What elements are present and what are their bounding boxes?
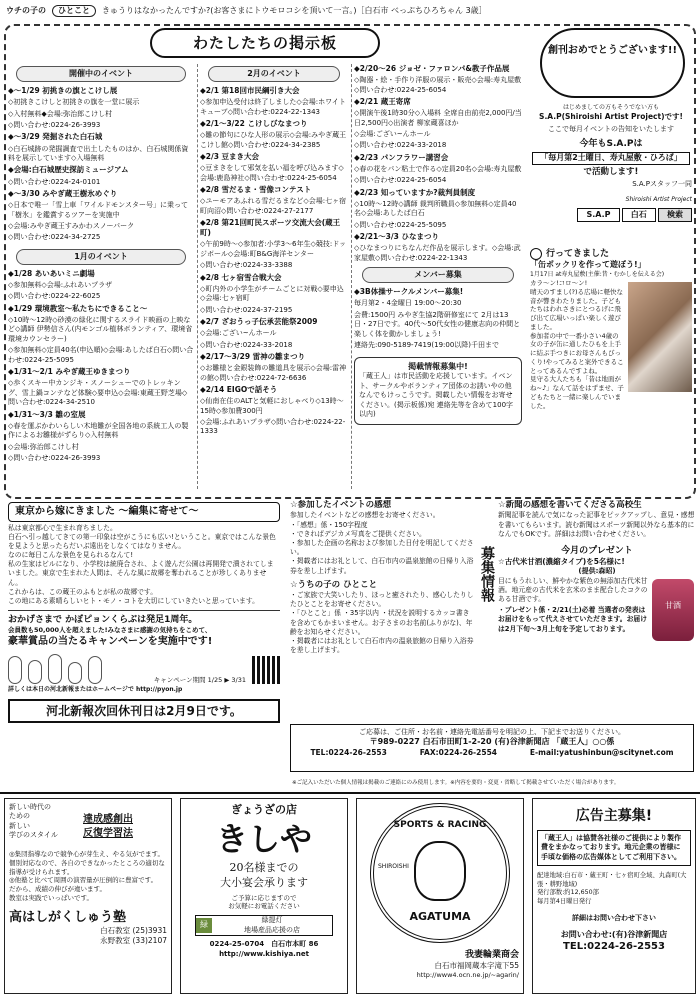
event-item: ◇問い合わせ:0224-37-2195	[200, 305, 293, 314]
event-item: ◇10時～12時◇講師 裁判所職員◇参加無料◇定員40名◇会場:あしたば白石	[354, 200, 517, 218]
apply-intro: ご応募は、ご住所・お名前・連絡先電話番号を明記の上、下記までお送りください。	[359, 728, 625, 736]
juku-line: 新しい	[9, 821, 30, 830]
event-item: ◇問い合わせ:0224-22-6025	[8, 292, 101, 301]
event-item: ◇参加無料◇定員40名(申込順)◇会場:あしたば白石◇問い合わせ:0224-25-5095	[8, 346, 194, 364]
sap-project: Shiroishi Artist Project	[625, 195, 692, 203]
recruit-detail: 詳細はお問い合わせ下さい	[572, 914, 656, 923]
mascot-icon	[414, 841, 466, 901]
divider	[351, 64, 352, 489]
impressions-text: 参加したイベントなどの感想をお寄せください。 ・「感想」係・150字程度 ・できればデジカメ写真をご提供ください。 ・参加した企画の名称および参加した日付を明記してください。 ・掲載者にはお礼として、白石市内の温泉旅館の日帰り入浴券を差し上げます。	[290, 511, 474, 575]
gyoza-banquet: 20名様までの	[229, 861, 299, 875]
newspaper-heading: ☆新聞の感想を書いてくださる高校生	[498, 500, 642, 510]
event-item: ◆1/28 あいあいミニ劇場	[8, 268, 95, 278]
event-item: ◇参加無料◇会場:ふれあいプラザ	[8, 281, 113, 289]
recruit-copies: 発行部数:約12,650部	[537, 889, 599, 897]
member-item: ◆3B体操サークルメンバー募集!	[354, 287, 464, 297]
went-sub: 「缶ポックリを作って遊ぼう!」	[530, 260, 646, 270]
boshu-vertical: 募集情報	[479, 546, 495, 602]
gyoza-url[interactable]: http://www.kishiya.net	[219, 949, 309, 958]
event-item: ◇問い合わせ:0224-25-6054	[354, 176, 447, 185]
sap-this-year: 今年もS.A.Pは	[579, 138, 643, 149]
recruit-ad	[532, 798, 696, 994]
racing-ad	[356, 798, 524, 994]
event-item: ◇白石城跡の発掘調査で出土したものはか、白石城関係資料を展示しています◇入場無料	[8, 144, 189, 162]
gyoza-note: ご予算に応じますので お気軽にお電話ください	[228, 893, 300, 911]
lantern-icon: 緑	[196, 918, 212, 933]
event-item: ◆2/21～3/3 ひなまつり	[354, 232, 439, 242]
campaign-detail: 詳しくは本日の河北新報またはホームページで http://pyon.jp	[8, 686, 183, 694]
event-item: ◇陶器・絵・手作り洋服の展示・販売◇会場:寿丸屋敷◇問い合わせ:0224-25-6054	[354, 76, 522, 94]
event-item: ◇入村無料◆会場:弥治郎こけし村	[8, 109, 113, 118]
event-item: ◆2/3 豆まき大会	[200, 152, 260, 161]
animal-icon	[88, 656, 102, 684]
event-item: ◇日本で唯一「雪上車「ワイルドモンスター号」に乗って「樹氷」を鑑賞するツアーを実施中	[8, 201, 188, 219]
racing-name: 我妻輪業商会	[464, 950, 519, 960]
feb-events-list	[200, 86, 348, 437]
current-events-heading: 開催中のイベント	[16, 66, 186, 82]
event-item: ◆～3/29 発掘された白石城	[8, 132, 103, 142]
wanted-heading: 掲載情報募集中!	[408, 361, 468, 371]
sap-staff: S.A.Pスタッフ一同	[632, 180, 692, 189]
racing-logo	[370, 803, 510, 943]
tokyo-title: 東京から嫁にきました ～編集に寄せて～	[8, 502, 280, 522]
search-button[interactable]: 検索	[658, 208, 692, 223]
sap-sub: はじめましての方もそうでない方も	[562, 104, 659, 111]
top-bar	[0, 0, 700, 22]
present-heading: 今月のプレゼント	[561, 545, 633, 556]
divider	[197, 64, 198, 489]
present-apply: ・プレゼント係・2/21(土)必着 当選者の発表はお届けをもって代えさせていただきます。お届けは2月下旬～3月上旬を予定しております。	[498, 606, 647, 633]
event-item: ◇会場:みやぎ蔵王すみかわスノーパーク	[8, 222, 135, 230]
event-item: ◆2/8 七ヶ宿雪合戦大会	[200, 272, 282, 282]
juku-slogan-1: 達成感創出	[83, 814, 133, 825]
campaign-box	[8, 610, 280, 695]
event-item: ◇初挑きこけしと初挑きの旗を一堂に展示	[8, 98, 140, 107]
recruit-title: 広告主募集!	[575, 808, 653, 824]
event-item: ◆2/1～3/22 こけしびなまつり	[200, 119, 308, 128]
board-col-3	[354, 64, 522, 492]
event-item: ◆2/20～26 ジョゼ・ファロンパ&教子作品展	[354, 64, 510, 73]
juku-text: ◎集団指導なので競争心が芽生え、やる気がでます。個別対応なので、各自のできなかったところの適切な指導が受けられます。 ◎他塾と比べて周囲の演習量が圧倒的に豊富です。 だから、成績の伸びが違います。 教室は実践でいっぱいです。	[9, 850, 165, 902]
info-left	[290, 500, 474, 720]
feb-events-heading: 2月のイベント	[208, 66, 340, 82]
sap-keyword: S.A.P	[577, 208, 619, 223]
present-provider: (提供:森昭)	[578, 567, 616, 576]
event-item: ◆2/8 雪だるま・雪像コンテスト	[200, 185, 312, 194]
event-item: ◇歩くスキー中カンジキ・スノーシューでのトレッキング、雪上鍋コンテなど体験◇要申込◇会場:東蔵王野芝場◇問い合わせ:0224-34-2510	[8, 379, 188, 407]
brand-text: ウチの子の	[6, 5, 46, 15]
gyoza-head: ぎょうざの店	[231, 803, 297, 816]
event-item: ◆2/17～3/29 雷神の雛まつり	[200, 352, 306, 361]
apply-email[interactable]: E-mail:yatushinbun@scitynet.com	[529, 748, 674, 758]
gyoza-ad	[180, 798, 348, 994]
juku-line: ための	[9, 812, 30, 821]
juku-tel-1: 白石教室 (25)3931	[100, 926, 167, 936]
sap-place: 「毎月第2土曜日、寿丸屋敷・ひろば」	[532, 152, 690, 165]
event-item: ◇ひなまつりにちなんだ作品を展示します。◇会場:武家屋敷◇問い合わせ:0224-22-1343	[354, 244, 521, 262]
event-item: ◇問い合わせ:0224-34-2725	[8, 233, 101, 242]
event-item: ◇午前9時～◇参加者:小学3～6年生◇競技:ドッジボール◇会場:町B&G海洋センター	[200, 240, 346, 258]
juku-ad	[4, 798, 172, 994]
racing-addr: 白石市福岡蔵本字滝下55	[434, 961, 519, 971]
wanted-box	[354, 357, 522, 425]
event-item: ◆2/21 蔵王寄席	[354, 97, 411, 106]
info-section	[290, 500, 696, 778]
event-item: ◇仙南在住のALTと気軽におしゃべり◇13時～15時◇参加費300円	[200, 397, 344, 415]
gyoza-name: きしや	[215, 819, 312, 858]
sap-active: で活動します!	[583, 166, 639, 177]
event-item: ◇会場:ござい~んホール	[200, 329, 277, 338]
event-item: ◇問い合わせ:0224-25-5095	[354, 220, 447, 229]
campaign-big: 豪華賞品の当たるキャンペーンを実施中です!	[8, 635, 213, 647]
event-item: ◆～3/30 みやぎ蔵王樹氷めぐり	[8, 189, 118, 198]
member-recruit	[354, 287, 522, 350]
amazake-jar: 甘酒	[652, 579, 694, 641]
event-item: ◇ユーモアあふれる雪だるまなど◇会場:七ヶ宿町向沼◇問い合わせ:0224-27-2177	[200, 197, 347, 215]
member-item: 連絡先:090-5189-7419(19:00以降)千田まで	[354, 341, 500, 350]
event-item: ◇問い合わせ:0224-33-2018	[354, 141, 447, 150]
animal-icon	[68, 662, 82, 684]
recruit-contact: お問い合わせ:(有)谷津新聞店	[560, 929, 668, 939]
event-item: ◆2/23 知っていますか?裁判員制度	[354, 187, 476, 197]
green-lantern-badge	[195, 915, 333, 936]
recruit-area: 配達地域:白石市・蔵王町・七ヶ宿町全域、丸森町(大張・耕野地域)	[537, 872, 687, 888]
apply-address: 〒989-0227 白石市田町1-2-20 (有)谷津新聞店 「蔵王人」○○係	[369, 737, 615, 747]
racing-url[interactable]: http://www4.ocn.ne.jp/~agarin/	[416, 971, 519, 980]
event-item: ◆2/14 EIGOで話そう	[200, 385, 278, 394]
sun-icon	[530, 248, 542, 260]
went-heading: 行ってきました	[530, 248, 692, 260]
apply-fax: FAX:0224-26-2554	[419, 748, 498, 758]
juku-name: 高はしがくしゅう塾	[9, 909, 127, 925]
gyoza-contact	[185, 940, 343, 949]
hitokoto-text: ・ご家族で大笑いしたり、ほっと癒されたり、感心したりしたひとことをお寄せください。 ・「ひとこと」係 ・35字以内 ・状況を説明するカッコ書きを含めてもかまいません。お子さまのお名前(ふりがな)、年齢をお知らせください。 ・掲載者にはお礼として白石市内の温泉旅館の日帰り入浴券を差し上げます。	[290, 591, 474, 655]
ad-divider	[0, 792, 700, 794]
board-title: わたしたちの掲示板	[150, 28, 380, 58]
campaign-period: キャンペーン期間 1/25 ▶ 3/31	[153, 675, 246, 684]
hitokoto-quote: きゅうりはなかったんですか?(お客さまにトウモロコシを頂いて一言。)［白石市 べっぷちひろちゃん 3歳］	[102, 5, 487, 15]
sap-keyword-city: 白石	[622, 208, 656, 223]
sap-name: S.A.P(Shiroishi Artist Project)です!	[539, 112, 683, 122]
apply-box	[290, 724, 694, 772]
animal-icon	[48, 654, 62, 684]
gyoza-tea-sub: 地場産品応援の店	[244, 925, 300, 934]
event-item: ◇問い合わせ:0224-24-0101	[8, 177, 101, 186]
qr-code-icon[interactable]	[252, 656, 280, 684]
hitokoto-heading: ☆うちの子の ひとこと	[290, 579, 378, 590]
event-item: ◇会場:弥治郎こけし村	[8, 442, 79, 451]
event-item: ◇参加申込受付は終了しました◇会場:ホワイトキューブ◇問い合わせ:0224-22-1343	[200, 98, 346, 116]
apply-tel: TEL:0224-26-2553	[310, 748, 387, 758]
juku-slogan-2: 反復学習法	[83, 827, 133, 839]
newspaper-text: 新聞記事を読んで気になった記事をピックアップし、意見・感想を書いてもらいます。読む新聞はスポーツ新聞以外なら基本的になんでもOKです。詳細はお問い合わせください。	[498, 511, 695, 538]
tokyo-section	[4, 500, 284, 792]
event-item: ◇町内外の小学生がチームごとに対戦◇要申込◇会場:七ヶ宿町	[200, 284, 344, 303]
wanted-text: 「蔵王人」は市民活動を応援しています。イベント、サークルやボランティア団体のお誘いやの他なんでもけっこうです。掲載したい情報をお寄せください。(掲示板係)宛 連絡先等を含めて100字以内)	[359, 372, 514, 419]
privacy-note: ※ご記入いただいた個人情報は掲載のご連絡にのみ使用します。※内容を要約・変更・省略して掲載させていただく場合があります。	[292, 780, 620, 786]
event-item: ◇問い合わせ:0224-26-3993	[8, 454, 101, 463]
member-item: 毎月第2・4金曜日 19:00～20:30	[354, 299, 462, 308]
event-item: ◆1/31～3/3 雛の室展	[8, 409, 86, 419]
event-item: ◇会場:ござい~んホール	[354, 130, 431, 138]
info-right	[498, 500, 696, 720]
sap-search-row	[530, 208, 692, 223]
event-item: ◆2/7 ざおうっ子伝承芸能祭2009	[200, 317, 318, 326]
event-item: ◇会場:ふれあいプラザ◇問い合わせ:0224-22-1333	[200, 418, 346, 436]
impressions-heading: ☆参加したイベントの感想	[290, 500, 392, 510]
tokyo-text: 私は東京都心で生まれ育ちました。 白石へ引っ越してきての第一印象は空がこうにも広い!ということ。東京ではこんな景色を見ようと思ったらだいぶ遠出をしなくてはなりません。 なのに毎日こんな景色を見られるなんて! 私の生家はビルになり、小学校は統廃合され、よく遊んだ公園は再開発で潰されてしまいました。東京で生まれた人間は、そんな風に故郷を奪われることが珍しくありません。 これからは、この蔵王のふもとが私の故郷です。 この地にある素晴らしいヒト・モノ・コトを大切にしていきたいと思っています。	[8, 523, 276, 605]
event-item: ◇開演午後1時30分◇入場料 全席自由前売2,000円/当日2,500円◇出演者 柳家蔵喜ほか	[354, 109, 522, 127]
campaign-top: おかげさまで かぼピョンくらぶは発足1周年。	[8, 615, 198, 626]
went-section	[530, 248, 692, 492]
went-photo	[628, 282, 692, 392]
jan-events-heading: 1月のイベント	[16, 249, 186, 265]
sap-info	[530, 104, 692, 244]
racing-bottom: AGATUMA	[409, 910, 471, 924]
animal-icon	[8, 656, 22, 684]
event-item: ◇春の花をパン粘土で作る◇定員20名◇会場:寿丸屋敷	[354, 165, 522, 173]
event-item: ◆1/29 環境教室～私たちにできること～	[8, 303, 148, 313]
racing-side: SHIROISHI	[378, 863, 409, 870]
jan-events-list	[8, 269, 194, 464]
board-col-1	[8, 64, 194, 492]
event-item: ◇10時～12時◇砂漠の緑化に関するスライド映画の上映など◇講師 伊勢信さん(内モンゴル植林ボランティア、環境省環境カウンセラー)	[8, 316, 193, 343]
col3-events-list	[354, 64, 522, 263]
event-item: ◇問い合わせ:0224-26-3993	[8, 121, 101, 129]
went-text: カラ～ン!コロ～ン! 晴天のすまし(?)る広場に軽快な音が響きわたりました。子どもたちはわれさきにとつるげに飛び出て広場いっぱい楽しく遊びました。 参加者の中で一番小さい4歳の女の子が缶に通したひもを上手に結ぶ手つきにお母さんもびっくり!やってみると案外できることってあるんですよね。 見守る大人たちも「昔は地面がね~♪」なんて話をはずませ、子どもたちと一緒に楽しんでいました。	[530, 279, 624, 410]
juku-tel-2: 永野教室 (33)2107	[100, 936, 167, 946]
event-item: ◆2/23 パンフラワー講習会	[354, 152, 449, 162]
event-item: ◇お雛様と金銀装飾の雛道具を展示◇会場:雷神の館◇問い合わせ:0224-72-6636	[200, 364, 347, 382]
event-item: ◆会場:白石城歴史探訪ミュージアム	[8, 165, 129, 175]
present-item: ☆古代米甘酒(濃縮タイプ)を5名様に!	[498, 557, 625, 567]
event-item: ◇春を運ぶかわいらしい木地雛が全国各地の系統工人の製作によるお雛様がずらり◇入村無料	[8, 421, 189, 440]
juku-line: 新しい時代の	[9, 803, 51, 811]
present-text: 目にもうれしい、鮮やかな紫色の無添加古代米甘酒。地元産の古代米を玄米のまま配合したコクのある甘酒です。	[498, 576, 648, 604]
sap-notice: ここで毎月イベントの告知をいたします	[548, 125, 674, 134]
event-item: ◇雛の節句にひな人形の展示◇会場:みやぎ蔵王こけし館◇問い合わせ:0224-34-2385	[200, 131, 347, 149]
event-item: ◆1/31～2/1 みやぎ蔵王ゆきまつり	[8, 367, 131, 377]
recruit-text: 「蔵王人」は協賛各社様のご提供により製作費をまかなっております。地元企業の皆様に手頃な価格の広告媒体としてご利用下さい。	[537, 830, 691, 866]
juku-line: 学びのスタイル	[9, 831, 58, 840]
kahoku-notice: 河北新報次回休刊日は2月9日です。	[8, 699, 280, 723]
board-col-2	[200, 64, 348, 492]
event-item: ◆～1/29 初挑きの旗とこけし展	[8, 86, 118, 95]
went-date: 1月17日 at寿丸屋敷(主催:昔・むかしを伝える会)	[530, 270, 665, 278]
event-item: ◇問い合わせ:0224-33-3388	[200, 261, 293, 270]
member-heading: メンバー募集	[362, 267, 514, 283]
current-events-list	[8, 86, 194, 243]
event-item: ◆2/8 第21回町民スポーツ交流大会(蔵王町)	[200, 218, 341, 238]
recruit-issue: 毎月第4日曜日発行	[537, 897, 592, 905]
juku-lines	[9, 803, 79, 841]
campaign-illust-row	[8, 650, 280, 684]
member-item: 会費:1500円 みやぎ生協2階研修室にて 2月は13日・27日です。40代～50代女性の健康志向の仲間と楽しく体を動かしましょう!	[354, 310, 521, 338]
apply-contact-row	[294, 748, 690, 758]
racing-top: SPORTS & RACING	[393, 820, 487, 830]
sap-badge: 創刊おめでとうございます!!	[540, 28, 685, 98]
event-item: ◆2/1 第18回市民綱引き大会	[200, 86, 300, 95]
recruit-tel: TEL:0224-26-2553	[563, 941, 665, 953]
gyoza-tel: 0224-25-0704	[209, 940, 265, 949]
gyoza-addr: 白石市本町 86	[271, 940, 319, 949]
animal-icon	[28, 660, 42, 684]
gyoza-tea: 緑提灯	[261, 916, 283, 925]
hitokoto-tag: ひとこと	[52, 5, 96, 18]
event-item: ◇豆まきをして邪気を払い福を呼び込みます◇会場:鹿島神社◇問い合わせ:0224-25-6054	[200, 164, 344, 182]
campaign-mid: 会員数も50,000人を超えました!みなさまに感謝の気持ちをこめて、	[8, 626, 212, 635]
juku-slogans	[83, 803, 167, 840]
event-item: ◇問い合わせ:0224-33-2018	[200, 340, 293, 349]
gyoza-banquet-2: 大小宴会承ります	[220, 875, 308, 889]
